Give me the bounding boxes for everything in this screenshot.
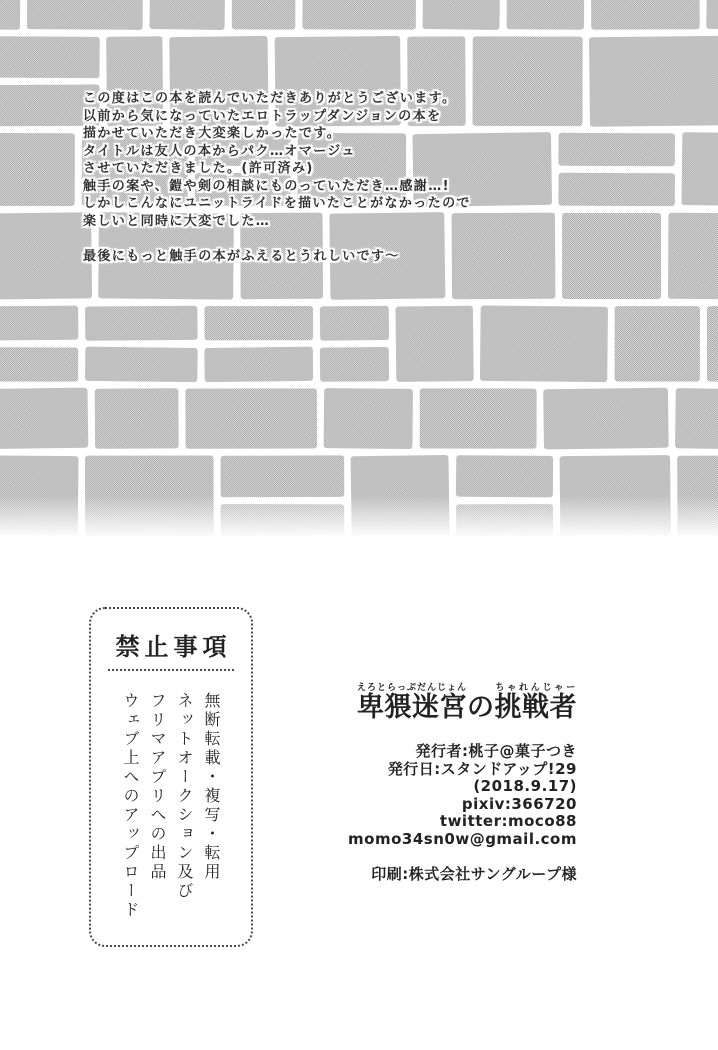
colophon [348,683,577,884]
email-line: momo34sn0w@gmail.com [348,829,577,848]
dotted-divider [108,669,234,671]
twitter-line: twitter:moco88 [439,812,577,830]
event-line: 発行日:スタンドアップ!29 [387,759,577,778]
afterword-line: タイトルは友人の本からパク…オマージュ [83,143,356,159]
afterword-line: この度はこの本を読んでいただきありがとうございます。 [83,91,457,106]
prohibition-item: 無断転載・複写・転用 [202,692,221,882]
title-furigana: えろとらっぷだんじょん [356,683,467,693]
prohibition-item: フリマアプリへの出品 [148,692,167,882]
afterword-text [83,90,643,265]
printer-line: 印刷:株式会社サングループ様 [371,865,577,883]
afterword-line: 最後にもっと触手の本がふえるとうれしいです〜 [83,248,400,264]
title-base: 挑戦者 [494,692,577,723]
prohibition-box [89,607,253,947]
afterword-line: させていただきました。(許可済み) [83,161,314,176]
afterword-line: 描かせていただき大変楽しかったです。 [83,126,342,141]
book-title [348,683,577,724]
afterword-line: 触手の案や、鎧や剣の相談にものっていただき…感謝…! [83,178,450,194]
afterword-line: 以前から気になっていたエロトラップダンジョンの本を [83,108,442,124]
title-furigana: ちゃれんじゃー [494,683,577,693]
prohibition-header: 禁止事項 [115,633,232,661]
pixiv-line: pixiv:366720 [461,794,577,813]
date-line: (2018.9.17) [473,777,577,795]
prohibition-item: ウェブ上へのアップロード [121,692,140,920]
publisher-line: 発行者:桃子@菓子つき [415,742,577,760]
title-base: 卑猥迷宮 [356,692,467,723]
title-particle: の [467,692,495,723]
prohibition-list [117,692,225,937]
prohibition-item: ネットオークション及び [175,692,194,901]
afterword-line: しかしこんなにユニットライドを描いたことがなかったので [83,196,471,211]
afterword-line: 楽しいと同時に大変でした… [83,213,271,229]
